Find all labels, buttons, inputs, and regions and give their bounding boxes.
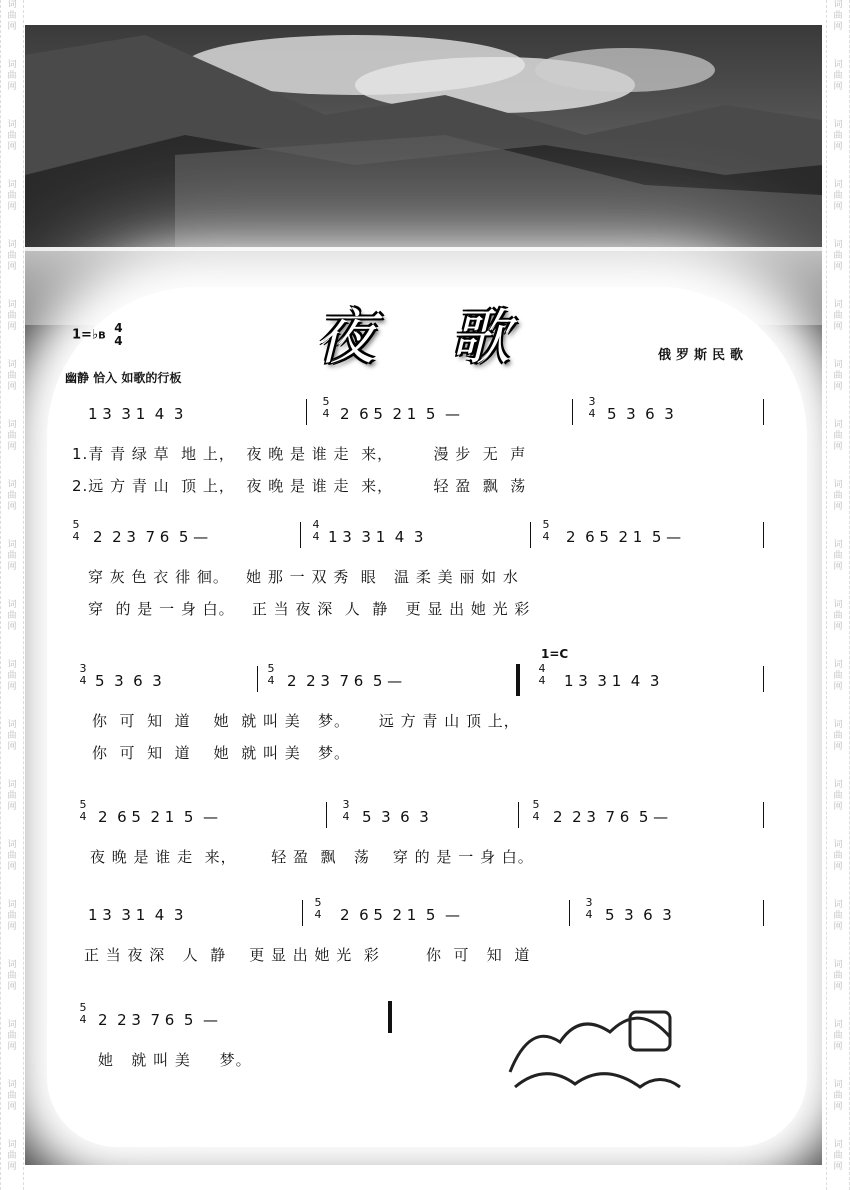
mountain-landscape bbox=[25, 25, 822, 325]
time-signature bbox=[540, 519, 552, 543]
notation-measure: 1 3 3 1 4 3 bbox=[564, 672, 660, 690]
time-top: 5 bbox=[322, 395, 330, 408]
watermark-text: 词 曲 网 bbox=[7, 1140, 17, 1172]
time-top: 5 bbox=[532, 798, 540, 811]
watermark-text: 词 曲 网 bbox=[7, 420, 17, 452]
watermark-text: 词 曲 网 bbox=[833, 60, 843, 92]
time-top: 3 bbox=[79, 662, 87, 675]
barline bbox=[302, 900, 303, 926]
notation-measure: 2 2 3 7 6 5 — bbox=[553, 808, 669, 826]
time-signature bbox=[320, 396, 332, 420]
composer-credit: 俄罗斯民歌 bbox=[658, 348, 749, 363]
notation-measure: 5 3 6 3 bbox=[605, 906, 672, 924]
modulation-marking: 1=C bbox=[541, 647, 569, 661]
time-bottom: 4 bbox=[312, 530, 320, 543]
watermark-text: 词 曲 网 bbox=[7, 840, 17, 872]
watermark-text: 词 曲 网 bbox=[833, 540, 843, 572]
watermark-text: 词 曲 网 bbox=[833, 660, 843, 692]
watermark-text: 词 曲 网 bbox=[833, 240, 843, 272]
seal-stamp bbox=[500, 992, 690, 1102]
time-bottom: 4 bbox=[532, 810, 540, 823]
time-signature bbox=[536, 663, 548, 687]
time-bottom: 4 bbox=[314, 908, 322, 921]
lyric-line-verse-1: 正 当 夜 深 人 静 更 显 出 她 光 彩 你 可 知 道 bbox=[84, 946, 531, 964]
time-top: 5 bbox=[314, 896, 322, 909]
time-top: 3 bbox=[342, 798, 350, 811]
key-prefix: 1= bbox=[72, 327, 92, 343]
time-signature bbox=[583, 897, 595, 921]
watermark-text: 词 曲 网 bbox=[833, 420, 843, 452]
key-signature bbox=[72, 322, 123, 348]
watermark-text: 词 曲 网 bbox=[7, 960, 17, 992]
background-photo-frame bbox=[25, 25, 822, 1165]
watermark-text: 词 曲 网 bbox=[833, 720, 843, 752]
notation-measure: 5 3 6 3 bbox=[607, 405, 674, 423]
watermark-text: 词 曲 网 bbox=[7, 240, 17, 272]
time-signature bbox=[312, 897, 324, 921]
barline bbox=[530, 522, 531, 548]
time-top: 5 bbox=[72, 518, 80, 531]
watermark-text: 词 曲 网 bbox=[7, 900, 17, 932]
time-bottom: 4 bbox=[79, 1013, 87, 1026]
watermark-text: 词 曲 网 bbox=[7, 480, 17, 512]
notation-measure: 2 2 3 7 6 5 — bbox=[93, 528, 209, 546]
watermark-text: 词 曲 网 bbox=[833, 780, 843, 812]
time-signature bbox=[340, 799, 352, 823]
watermark-text: 词 曲 网 bbox=[833, 1140, 843, 1172]
lyric-line-verse-1: 穿 灰 色 衣 徘 徊。 她 那 一 双 秀 眼 温 柔 美 丽 如 水 bbox=[88, 568, 519, 586]
watermark-text: 词 曲 网 bbox=[7, 60, 17, 92]
barline bbox=[306, 399, 307, 425]
time-signature bbox=[77, 1002, 89, 1026]
time-bottom: 4 bbox=[79, 674, 87, 687]
barline bbox=[518, 802, 519, 828]
lyric-line-verse-1: 她 就 叫 美 梦。 bbox=[98, 1051, 252, 1069]
watermark-text: 词 曲 网 bbox=[833, 120, 843, 152]
lyric-line-verse-2: 2.远 方 青 山 顶 上， 夜 晚 是 谁 走 来， 轻 盈 飘 荡 bbox=[72, 477, 527, 495]
lyric-line-verse-2: 你 可 知 道 她 就 叫 美 梦。 bbox=[92, 744, 351, 762]
time-bottom: 4 bbox=[79, 810, 87, 823]
notation-measure: 1 3 3 1 4 3 bbox=[88, 906, 184, 924]
notation-measure: 2 6 5 2 1 5 — bbox=[98, 808, 218, 826]
notation-measure: 1 3 3 1 4 3 bbox=[88, 405, 184, 423]
time-top: 5 bbox=[79, 798, 87, 811]
watermark-text: 词 曲 网 bbox=[833, 1080, 843, 1112]
watermark-text: 词 曲 网 bbox=[833, 1020, 843, 1052]
notation-measure: 2 6 5 2 1 5 — bbox=[340, 906, 460, 924]
key-note: B bbox=[98, 330, 106, 342]
lyric-line-verse-1: 1.青 青 绿 草 地 上， 夜 晚 是 谁 走 来， 漫 步 无 声 bbox=[72, 445, 527, 463]
time-signature bbox=[530, 799, 542, 823]
repeat-barline bbox=[516, 664, 520, 696]
watermark-text: 词 曲 网 bbox=[833, 960, 843, 992]
notation-measure: 1 3 3 1 4 3 bbox=[328, 528, 424, 546]
time-top: 3 bbox=[585, 896, 593, 909]
watermark-text: 词 曲 网 bbox=[7, 540, 17, 572]
watermark-text: 词 曲 网 bbox=[7, 660, 17, 692]
time-bottom: 4 bbox=[322, 407, 330, 420]
right-watermark-strip bbox=[826, 0, 850, 1190]
lyric-line-verse-1: 夜 晚 是 谁 走 来， 轻 盈 飘 荡 穿 的 是 一 身 白。 bbox=[90, 848, 534, 866]
time-top: 4 bbox=[312, 518, 320, 531]
notation-measure: 2 2 3 7 6 5 — bbox=[287, 672, 403, 690]
watermark-text: 词 曲 网 bbox=[7, 1020, 17, 1052]
watermark-text: 词 曲 网 bbox=[833, 300, 843, 332]
time-bottom: 4 bbox=[542, 530, 550, 543]
barline bbox=[763, 666, 764, 692]
watermark-text: 词 曲 网 bbox=[833, 840, 843, 872]
lyric-line-verse-2: 穿 的 是 一 身 白。 正 当 夜 深 人 静 更 显 出 她 光 彩 bbox=[88, 600, 531, 618]
time-top: 5 bbox=[542, 518, 550, 531]
notation-measure: 2 6 5 2 1 5 — bbox=[566, 528, 682, 546]
watermark-text: 词 曲 网 bbox=[833, 900, 843, 932]
time-signature bbox=[586, 396, 598, 420]
barline bbox=[569, 900, 570, 926]
tempo-marking: 幽静 恰入 如歌的行板 bbox=[65, 371, 182, 385]
watermark-text: 词 曲 网 bbox=[7, 180, 17, 212]
lyric-line-verse-1: 你 可 知 道 她 就 叫 美 梦。 远 方 青 山 顶 上， bbox=[92, 712, 520, 730]
watermark-text: 词 曲 网 bbox=[833, 360, 843, 392]
watermark-text: 词 曲 网 bbox=[7, 780, 17, 812]
time-bottom: 4 bbox=[114, 334, 123, 348]
time-bottom: 4 bbox=[538, 674, 546, 687]
notation-measure: 2 6 5 2 1 5 — bbox=[340, 405, 460, 423]
time-bottom: 4 bbox=[342, 810, 350, 823]
main-time-signature bbox=[114, 322, 122, 348]
time-signature bbox=[265, 663, 277, 687]
watermark-text: 词 曲 网 bbox=[833, 480, 843, 512]
barline bbox=[763, 802, 764, 828]
watermark-text: 词 曲 网 bbox=[7, 600, 17, 632]
time-bottom: 4 bbox=[585, 908, 593, 921]
time-bottom: 4 bbox=[72, 530, 80, 543]
watermark-text: 词 曲 网 bbox=[833, 0, 843, 32]
time-signature bbox=[310, 519, 322, 543]
barline bbox=[763, 399, 764, 425]
watermark-text: 词 曲 网 bbox=[7, 300, 17, 332]
final-barline bbox=[388, 1001, 392, 1033]
notation-measure: 2 2 3 7 6 5 — bbox=[98, 1011, 218, 1029]
watermark-text: 词 曲 网 bbox=[7, 1080, 17, 1112]
watermark-text: 词 曲 网 bbox=[7, 720, 17, 752]
time-top: 4 bbox=[114, 321, 123, 335]
flat-sign: ♭ bbox=[91, 327, 99, 343]
barline bbox=[300, 522, 301, 548]
notation-measure: 5 3 6 3 bbox=[95, 672, 162, 690]
left-watermark-strip bbox=[0, 0, 24, 1190]
barline bbox=[763, 900, 764, 926]
watermark-text: 词 曲 网 bbox=[7, 360, 17, 392]
barline bbox=[326, 802, 327, 828]
watermark-text: 词 曲 网 bbox=[7, 120, 17, 152]
time-signature bbox=[77, 799, 89, 823]
watermark-text: 词 曲 网 bbox=[7, 0, 17, 32]
time-top: 5 bbox=[267, 662, 275, 675]
time-top: 4 bbox=[538, 662, 546, 675]
notation-measure: 5 3 6 3 bbox=[362, 808, 429, 826]
time-signature bbox=[70, 519, 82, 543]
page-title: 夜 歌 bbox=[315, 303, 539, 373]
time-top: 3 bbox=[588, 395, 596, 408]
time-signature bbox=[77, 663, 89, 687]
time-bottom: 4 bbox=[588, 407, 596, 420]
barline bbox=[257, 666, 258, 692]
time-bottom: 4 bbox=[267, 674, 275, 687]
barline bbox=[763, 522, 764, 548]
watermark-text: 词 曲 网 bbox=[833, 600, 843, 632]
barline bbox=[572, 399, 573, 425]
watermark-text: 词 曲 网 bbox=[833, 180, 843, 212]
time-top: 5 bbox=[79, 1001, 87, 1014]
